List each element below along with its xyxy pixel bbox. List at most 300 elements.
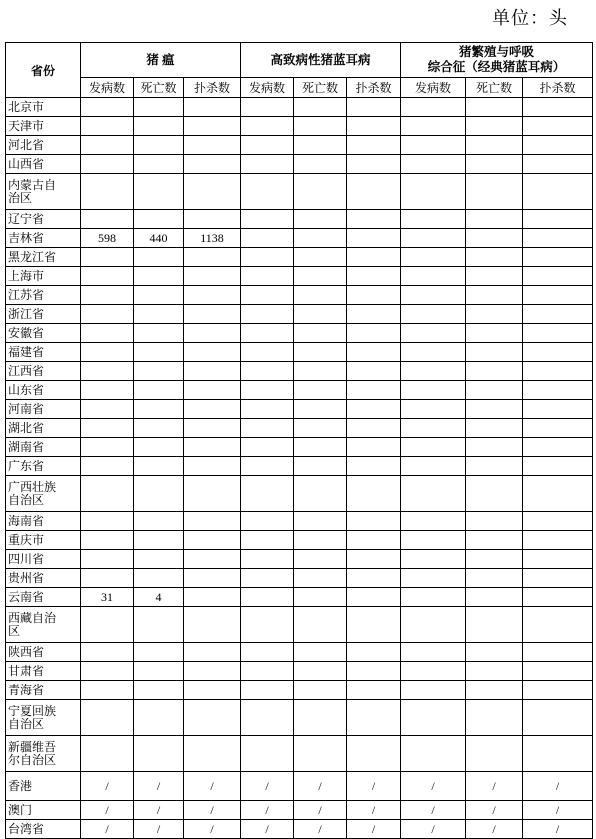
value-cell xyxy=(241,267,294,286)
value-cell xyxy=(294,419,347,438)
province-name: 内蒙古自 治区 xyxy=(6,174,81,210)
value-cell xyxy=(184,362,241,381)
value-cell xyxy=(347,305,401,324)
value-cell xyxy=(401,400,466,419)
value-cell xyxy=(523,305,593,324)
value-cell xyxy=(466,229,523,248)
value-cell xyxy=(184,512,241,531)
value-cell xyxy=(401,362,466,381)
value-cell xyxy=(134,550,184,569)
value-cell xyxy=(241,381,294,400)
value-cell xyxy=(466,117,523,136)
value-cell xyxy=(347,248,401,267)
value-cell xyxy=(134,438,184,457)
sub-header: 扑杀数 xyxy=(184,78,241,98)
value-cell xyxy=(134,362,184,381)
table-row xyxy=(6,286,593,305)
value-cell xyxy=(466,98,523,117)
value-cell: 1138 xyxy=(184,229,241,248)
epidemic-table xyxy=(5,42,593,839)
value-cell xyxy=(466,267,523,286)
value-cell xyxy=(347,286,401,305)
value-cell xyxy=(134,267,184,286)
province-name: 陕西省 xyxy=(6,643,81,662)
province-name: 江西省 xyxy=(6,362,81,381)
value-cell: 440 xyxy=(134,229,184,248)
value-cell xyxy=(81,343,134,362)
value-cell xyxy=(81,98,134,117)
value-cell xyxy=(184,343,241,362)
value-cell xyxy=(523,700,593,736)
value-cell xyxy=(134,400,184,419)
value-cell xyxy=(184,381,241,400)
value-cell xyxy=(523,400,593,419)
value-cell: / xyxy=(241,801,294,820)
value-cell xyxy=(466,400,523,419)
table-row xyxy=(6,136,593,155)
value-cell xyxy=(466,476,523,512)
value-cell xyxy=(81,457,134,476)
value-cell xyxy=(241,476,294,512)
value-cell xyxy=(401,476,466,512)
value-cell xyxy=(134,457,184,476)
value-cell xyxy=(241,550,294,569)
value-cell: / xyxy=(241,772,294,801)
value-cell xyxy=(241,305,294,324)
value-cell xyxy=(523,155,593,174)
value-cell xyxy=(347,400,401,419)
value-cell xyxy=(184,736,241,772)
value-cell xyxy=(241,531,294,550)
value-cell xyxy=(347,381,401,400)
table-row xyxy=(6,229,593,248)
table-row xyxy=(6,362,593,381)
value-cell xyxy=(401,286,466,305)
value-cell xyxy=(134,343,184,362)
value-cell xyxy=(466,286,523,305)
value-cell xyxy=(401,662,466,681)
value-cell xyxy=(184,681,241,700)
value-cell xyxy=(241,419,294,438)
value-cell xyxy=(81,607,134,643)
value-cell xyxy=(347,98,401,117)
value-cell xyxy=(466,438,523,457)
value-cell xyxy=(523,136,593,155)
value-cell xyxy=(241,400,294,419)
value-cell xyxy=(134,531,184,550)
value-cell xyxy=(523,362,593,381)
value-cell: / xyxy=(523,820,593,839)
value-cell: / xyxy=(401,820,466,839)
value-cell xyxy=(347,588,401,607)
table-row xyxy=(6,210,593,229)
province-name: 青海省 xyxy=(6,681,81,700)
value-cell xyxy=(401,305,466,324)
value-cell xyxy=(81,136,134,155)
table-row xyxy=(6,476,593,512)
value-cell xyxy=(294,681,347,700)
value-cell xyxy=(294,136,347,155)
value-cell xyxy=(241,438,294,457)
value-cell xyxy=(401,438,466,457)
value-cell xyxy=(523,210,593,229)
value-cell xyxy=(134,681,184,700)
value-cell xyxy=(241,286,294,305)
value-cell xyxy=(523,569,593,588)
value-cell xyxy=(294,210,347,229)
value-cell xyxy=(241,362,294,381)
province-name: 江苏省 xyxy=(6,286,81,305)
value-cell xyxy=(184,607,241,643)
value-cell xyxy=(294,362,347,381)
value-cell xyxy=(184,210,241,229)
value-cell xyxy=(134,643,184,662)
value-cell xyxy=(523,550,593,569)
table-row xyxy=(6,736,593,772)
sub-header: 扑杀数 xyxy=(523,78,593,98)
value-cell xyxy=(466,343,523,362)
table-row xyxy=(6,381,593,400)
table-row xyxy=(6,512,593,531)
value-cell xyxy=(294,305,347,324)
value-cell xyxy=(466,512,523,531)
value-cell xyxy=(347,607,401,643)
group-header-swine-fever xyxy=(81,43,241,78)
value-cell xyxy=(294,155,347,174)
value-cell xyxy=(81,324,134,343)
value-cell xyxy=(466,736,523,772)
value-cell xyxy=(401,248,466,267)
value-cell xyxy=(294,438,347,457)
province-name: 甘肃省 xyxy=(6,662,81,681)
value-cell xyxy=(294,324,347,343)
value-cell xyxy=(401,512,466,531)
value-cell xyxy=(241,117,294,136)
value-cell xyxy=(466,210,523,229)
value-cell xyxy=(241,569,294,588)
value-cell xyxy=(523,248,593,267)
value-cell xyxy=(466,457,523,476)
table-row xyxy=(6,588,593,607)
value-cell xyxy=(184,286,241,305)
value-cell xyxy=(466,588,523,607)
value-cell xyxy=(134,607,184,643)
value-cell xyxy=(241,174,294,210)
value-cell xyxy=(466,700,523,736)
value-cell xyxy=(347,324,401,343)
value-cell xyxy=(523,267,593,286)
value-cell xyxy=(294,736,347,772)
value-cell xyxy=(81,174,134,210)
sub-header: 死亡数 xyxy=(466,78,523,98)
value-cell xyxy=(184,267,241,286)
value-cell xyxy=(347,343,401,362)
table-row xyxy=(6,457,593,476)
value-cell xyxy=(347,362,401,381)
value-cell xyxy=(241,248,294,267)
value-cell xyxy=(401,267,466,286)
province-name: 天津市 xyxy=(6,117,81,136)
value-cell xyxy=(241,210,294,229)
table-row xyxy=(6,174,593,210)
province-name: 西藏自治 区 xyxy=(6,607,81,643)
province-name: 广东省 xyxy=(6,457,81,476)
value-cell xyxy=(401,210,466,229)
value-cell: / xyxy=(401,772,466,801)
value-cell xyxy=(294,381,347,400)
province-name: 海南省 xyxy=(6,512,81,531)
value-cell xyxy=(81,400,134,419)
value-cell xyxy=(184,98,241,117)
value-cell: / xyxy=(184,820,241,839)
province-name: 四川省 xyxy=(6,550,81,569)
value-cell: / xyxy=(241,820,294,839)
table-row xyxy=(6,700,593,736)
table-row xyxy=(6,531,593,550)
value-cell xyxy=(241,155,294,174)
province-name: 福建省 xyxy=(6,343,81,362)
value-cell xyxy=(241,736,294,772)
group-header-classic-prrs xyxy=(401,43,593,78)
province-name: 湖北省 xyxy=(6,419,81,438)
value-cell xyxy=(466,569,523,588)
value-cell xyxy=(523,98,593,117)
value-cell xyxy=(401,569,466,588)
value-cell xyxy=(523,229,593,248)
value-cell xyxy=(81,662,134,681)
value-cell: 31 xyxy=(81,588,134,607)
value-cell: / xyxy=(294,801,347,820)
value-cell xyxy=(294,700,347,736)
value-cell xyxy=(184,174,241,210)
value-cell xyxy=(347,174,401,210)
value-cell xyxy=(294,343,347,362)
province-name: 湖南省 xyxy=(6,438,81,457)
value-cell xyxy=(466,381,523,400)
value-cell xyxy=(523,324,593,343)
province-name: 辽宁省 xyxy=(6,210,81,229)
table-row xyxy=(6,305,593,324)
value-cell xyxy=(401,550,466,569)
table-row xyxy=(6,400,593,419)
value-cell: / xyxy=(466,772,523,801)
value-cell xyxy=(294,400,347,419)
value-cell: / xyxy=(466,820,523,839)
value-cell xyxy=(347,550,401,569)
value-cell xyxy=(81,512,134,531)
value-cell xyxy=(241,700,294,736)
value-cell xyxy=(184,588,241,607)
province-name: 河北省 xyxy=(6,136,81,155)
value-cell xyxy=(523,457,593,476)
value-cell xyxy=(81,419,134,438)
value-cell xyxy=(134,569,184,588)
province-name: 宁夏回族 自治区 xyxy=(6,700,81,736)
value-cell xyxy=(241,136,294,155)
value-cell xyxy=(466,362,523,381)
value-cell xyxy=(347,681,401,700)
value-cell xyxy=(347,229,401,248)
sub-header: 死亡数 xyxy=(134,78,184,98)
value-cell xyxy=(523,117,593,136)
table-row xyxy=(6,820,593,839)
table-row xyxy=(6,155,593,174)
value-cell: / xyxy=(401,801,466,820)
value-cell xyxy=(294,174,347,210)
value-cell xyxy=(184,569,241,588)
province-name: 河南省 xyxy=(6,400,81,419)
group-header-hp-prrs xyxy=(241,43,401,78)
value-cell xyxy=(294,643,347,662)
value-cell xyxy=(134,174,184,210)
value-cell xyxy=(81,117,134,136)
value-cell: / xyxy=(347,801,401,820)
value-cell xyxy=(523,476,593,512)
value-cell xyxy=(184,643,241,662)
value-cell xyxy=(294,457,347,476)
value-cell xyxy=(81,381,134,400)
value-cell xyxy=(134,381,184,400)
value-cell xyxy=(134,136,184,155)
sub-header: 发病数 xyxy=(401,78,466,98)
table-row xyxy=(6,681,593,700)
value-cell xyxy=(134,155,184,174)
value-cell xyxy=(523,531,593,550)
group-header-line: 高致病性猪蓝耳病 xyxy=(270,52,371,67)
value-cell xyxy=(401,155,466,174)
value-cell xyxy=(184,117,241,136)
value-cell xyxy=(81,155,134,174)
value-cell xyxy=(184,136,241,155)
value-cell xyxy=(347,155,401,174)
value-cell xyxy=(241,229,294,248)
value-cell xyxy=(401,607,466,643)
value-cell xyxy=(134,248,184,267)
table-row xyxy=(6,267,593,286)
value-cell xyxy=(347,117,401,136)
value-cell xyxy=(401,117,466,136)
table-row xyxy=(6,550,593,569)
province-name: 吉林省 xyxy=(6,229,81,248)
value-cell xyxy=(523,419,593,438)
value-cell xyxy=(466,550,523,569)
value-cell: / xyxy=(134,772,184,801)
value-cell xyxy=(241,343,294,362)
value-cell xyxy=(134,324,184,343)
unit-label: 单位：头 xyxy=(492,8,568,28)
value-cell xyxy=(81,248,134,267)
value-cell: / xyxy=(134,801,184,820)
value-cell xyxy=(134,476,184,512)
value-cell xyxy=(134,98,184,117)
value-cell xyxy=(401,457,466,476)
value-cell xyxy=(347,419,401,438)
value-cell xyxy=(401,588,466,607)
value-cell xyxy=(81,267,134,286)
value-cell xyxy=(134,662,184,681)
value-cell xyxy=(347,700,401,736)
value-cell xyxy=(184,400,241,419)
value-cell xyxy=(134,419,184,438)
value-cell xyxy=(241,588,294,607)
value-cell xyxy=(466,419,523,438)
value-cell xyxy=(466,136,523,155)
value-cell xyxy=(184,700,241,736)
value-cell xyxy=(347,476,401,512)
province-name: 台湾省 xyxy=(6,820,81,839)
value-cell xyxy=(81,643,134,662)
group-header-line: 综合征（经典猪蓝耳病） xyxy=(427,60,566,74)
value-cell xyxy=(184,662,241,681)
value-cell xyxy=(347,569,401,588)
value-cell xyxy=(134,305,184,324)
value-cell xyxy=(294,117,347,136)
value-cell xyxy=(81,438,134,457)
province-name: 贵州省 xyxy=(6,569,81,588)
value-cell xyxy=(347,267,401,286)
value-cell xyxy=(523,174,593,210)
value-cell: / xyxy=(81,772,134,801)
value-cell xyxy=(347,662,401,681)
value-cell xyxy=(523,662,593,681)
value-cell xyxy=(184,438,241,457)
value-cell xyxy=(184,476,241,512)
value-cell xyxy=(401,98,466,117)
province-name: 上海市 xyxy=(6,267,81,286)
sub-header: 死亡数 xyxy=(294,78,347,98)
value-cell xyxy=(241,457,294,476)
value-cell xyxy=(401,136,466,155)
value-cell: / xyxy=(523,772,593,801)
value-cell xyxy=(401,229,466,248)
value-cell xyxy=(466,643,523,662)
province-name: 广西壮族 自治区 xyxy=(6,476,81,512)
value-cell xyxy=(184,531,241,550)
value-cell xyxy=(184,305,241,324)
table-row xyxy=(6,343,593,362)
value-cell xyxy=(294,248,347,267)
province-name: 安徽省 xyxy=(6,324,81,343)
value-cell xyxy=(401,174,466,210)
value-cell xyxy=(81,305,134,324)
value-cell xyxy=(184,155,241,174)
value-cell xyxy=(347,210,401,229)
value-cell xyxy=(466,248,523,267)
value-cell xyxy=(401,324,466,343)
value-cell xyxy=(347,457,401,476)
value-cell xyxy=(241,512,294,531)
value-cell xyxy=(466,324,523,343)
value-cell: / xyxy=(347,772,401,801)
value-cell xyxy=(81,700,134,736)
value-cell: / xyxy=(184,772,241,801)
value-cell xyxy=(523,381,593,400)
value-cell xyxy=(294,286,347,305)
value-cell xyxy=(401,736,466,772)
value-cell xyxy=(241,662,294,681)
value-cell xyxy=(347,531,401,550)
value-cell xyxy=(466,174,523,210)
value-cell xyxy=(81,569,134,588)
value-cell xyxy=(134,286,184,305)
value-cell: / xyxy=(294,820,347,839)
value-cell xyxy=(466,531,523,550)
value-cell xyxy=(81,550,134,569)
value-cell xyxy=(81,531,134,550)
value-cell xyxy=(401,531,466,550)
value-cell xyxy=(401,681,466,700)
value-cell xyxy=(294,229,347,248)
